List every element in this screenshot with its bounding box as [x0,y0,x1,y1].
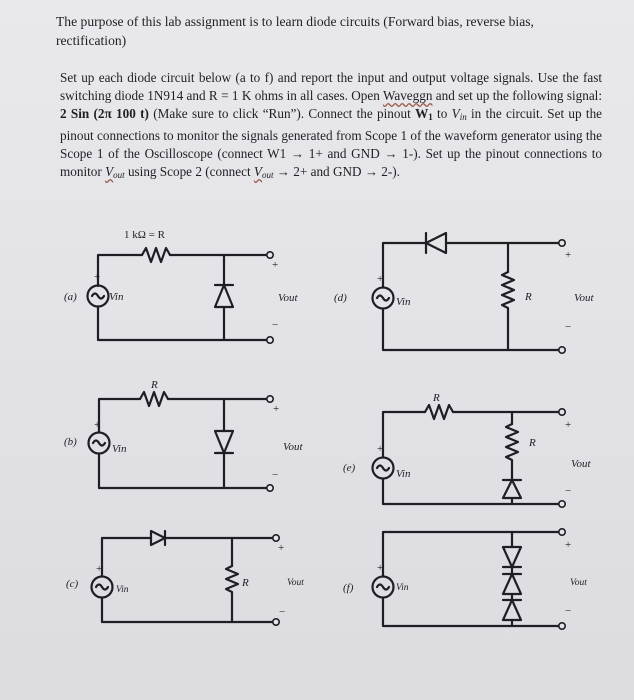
instructions-paragraph: Set up each diode circuit below (a to f) and report the input and output voltage signals. Use the fast switching diode 1N914 and R = 1 K ohms in all cases. Open Waveggn and set up the following signal: 2 Sin (2π 100 t) (Make sure to click “Run”). Connect the pinout $W_1$ to $V_{in}$ in the circuit. Set up the pinout connections to monitor the signals generated from Scope 1 of the waveform generator using the Scope 1 of the Oscilloscope (connect W1 → 1+ and GND → 1-). Set up the pinout connections to monitor $V_{out}$ using Scope 2 (connect $V_{out} \to 2+$ and GND → 2-). [60,70,603,181]
circuit-c [66,531,304,625]
circuit-f [343,529,587,629]
svg-text:+: + [278,542,285,554]
circuit-e [343,392,592,507]
diode-e [503,480,521,498]
resistor-e1 [425,405,453,419]
resistor-b [140,392,168,406]
label-e: (e) [343,462,356,474]
vin-e: Vin [396,468,411,480]
diode-c [151,531,165,545]
intro-text: The purpose of this lab assignment is to learn diode circuits (Forward bias, reverse bias, rectification) [56,14,534,48]
svg-text:−: − [565,321,572,333]
resistor-a [142,248,170,262]
svg-text:−: − [279,606,286,618]
svg-text:+: + [565,419,572,431]
vout-c: Vout [287,578,304,588]
vout-b: Vout [283,441,303,453]
label-f: (f) [343,582,354,594]
diode-a [215,285,233,307]
circuit-b [64,379,304,491]
waveggen-word: Waveggn [382,88,433,104]
rlabel-b: R [151,379,158,391]
svg-text:+: + [94,271,101,283]
svg-text:+: + [96,563,103,575]
rlabel-c: R [242,577,249,589]
diode-f3 [503,600,521,620]
label-c: (c) [66,578,79,590]
resistor-c [226,566,238,622]
label-b: (b) [64,436,77,448]
diode-d [426,233,446,253]
diode-f2 [503,574,521,594]
rlabel-e2: R [529,437,536,449]
label-a: (a) [64,291,77,303]
diode-f1 [503,547,521,567]
vin-d: Vin [396,296,411,308]
svg-text:+: + [94,419,101,431]
vin-f: Vin [396,583,409,593]
svg-text:−: − [272,469,279,481]
rlabel-d: R [525,291,532,303]
rlabel-a: 1 kΩ = R [124,229,165,241]
resistor-e2 [506,424,518,476]
svg-text:+: + [273,403,280,415]
svg-text:−: − [565,605,572,617]
vout-a: Vout [278,292,298,304]
label-d: (d) [334,292,347,304]
svg-text:+: + [565,539,572,551]
diode-b [215,431,233,453]
svg-text:−: − [272,319,279,331]
circuit-a [64,229,299,343]
svg-text:−: − [565,485,572,497]
resistor-d [502,272,514,350]
svg-text:+: + [565,249,572,261]
svg-text:+: + [377,562,384,574]
vout-e: Vout [571,458,591,470]
signal-expression: 2 Sin (2π 100 t) [60,106,149,122]
vin-b: Vin [112,443,127,455]
svg-text:+: + [272,259,279,271]
vout-f: Vout [570,578,587,588]
vin-c: Vin [116,585,129,595]
vout-d: Vout [574,292,594,304]
vin-a: Vin [109,291,124,303]
svg-text:+: + [377,273,384,285]
circuit-d [334,233,595,353]
rlabel-e1: R [433,392,440,404]
svg-text:+: + [377,443,384,455]
